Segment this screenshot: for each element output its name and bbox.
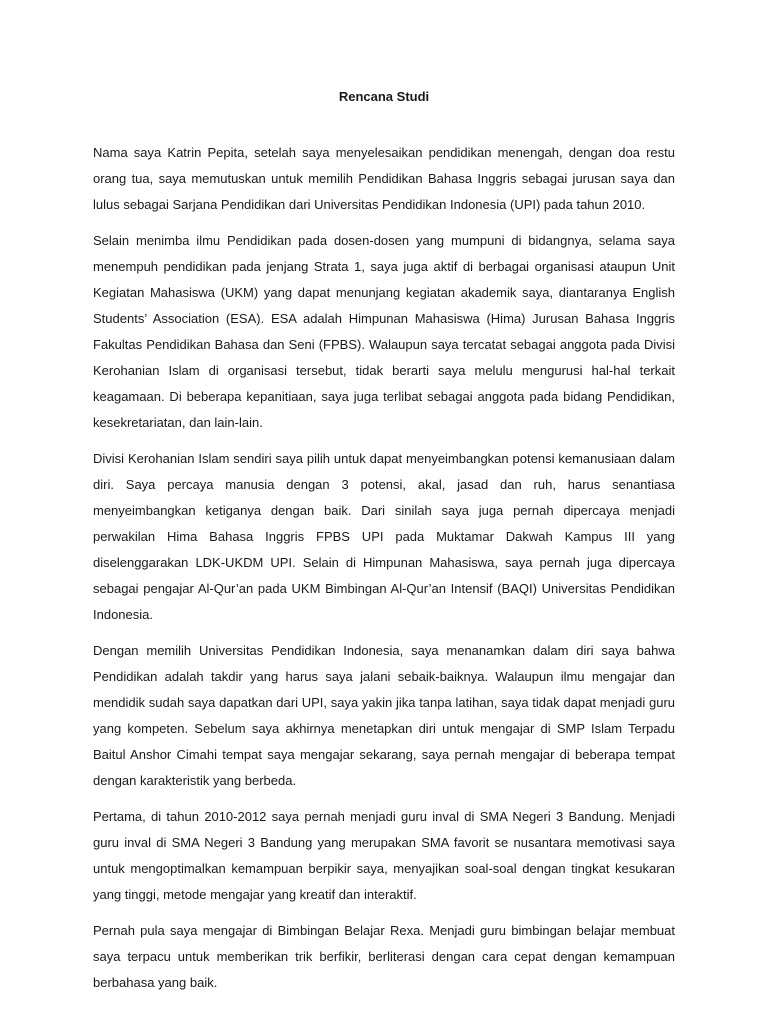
paragraph-1: Nama saya Katrin Pepita, setelah saya menyelesaikan pendidikan menengah, dengan doa restu orang tua, saya memutuskan untuk memilih Pendidikan Bahasa Inggris sebagai jurusan saya dan lulus sebagai Sarjana Pendidikan dari Universitas Pendidikan Indonesia (UPI) pada tahun 2010. (93, 145, 675, 212)
document-page (93, 88, 675, 1006)
paragraph-4: Dengan memilih Universitas Pendidikan Indonesia, saya menanamkan dalam diri saya bahwa Pendidikan adalah takdir yang harus saya jalani sebaik-baiknya. Walaupun ilmu mengajar dan mendidik sudah saya dapatkan dari UPI, saya yakin jika tanpa latihan, saya tidak dapat menjadi guru yang kompeten. Sebelum saya akhirnya menetapkan diri untuk mengajar di SMP Islam Terpadu Baitul Anshor Cimahi tempat saya mengajar sekarang, saya pernah mengajar di beberapa tempat dengan karakteristik yang berbeda. (93, 643, 675, 788)
paragraph-6: Pernah pula saya mengajar di Bimbingan Belajar Rexa. Menjadi guru bimbingan belajar membuat saya terpacu untuk memberikan trik berfikir, berliterasi dengan cara cepat dengan kemampuan berbahasa yang baik. (93, 923, 675, 990)
document-title: Rencana Studi (338, 89, 430, 104)
paragraph-5: Pertama, di tahun 2010-2012 saya pernah menjadi guru inval di SMA Negeri 3 Bandung. Menjadi guru inval di SMA Negeri 3 Bandung yang merupakan SMA favorit se nusantara memotivasi saya untuk mengoptimalkan kemampuan berpikir saya, menyajikan soal-soal dengan tingkat kesukaran yang tinggi, metode mengajar yang kreatif dan interaktif. (93, 809, 675, 902)
paragraph-2: Selain menimba ilmu Pendidikan pada dosen-dosen yang mumpuni di bidangnya, selama saya menempuh pendidikan pada jenjang Strata 1, saya juga aktif di berbagai organisasi ataupun Unit Kegiatan Mahasiswa (UKM) yang dapat menunjang kegiatan akademik saya, diantaranya English Students’ Association (ESA). ESA adalah Himpunan Mahasiswa (Hima) Jurusan Bahasa Inggris Fakultas Pendidikan Bahasa dan Seni (FPBS). Walaupun saya tercatat sebagai anggota pada Divisi Kerohanian Islam di organisasi tersebut, tidak berarti saya melulu mengurusi hal-hal terkait keagamaan. Di beberapa kepanitiaan, saya juga terlibat sebagai anggota pada bidang Pendidikan, kesekretariatan, dan lain-lain. (93, 233, 675, 430)
paragraph-3: Divisi Kerohanian Islam sendiri saya pilih untuk dapat menyeimbangkan potensi kemanusiaan dalam diri. Saya percaya manusia dengan 3 potensi, akal, jasad dan ruh, harus senantiasa menyeimbangkan ketiganya dengan baik. Dari sinilah saya juga pernah dipercaya menjadi perwakilan Hima Bahasa Inggris FPBS UPI pada Muktamar Dakwah Kampus III yang diselenggarakan LDK-UKDM UPI. Selain di Himpunan Mahasiswa, saya pernah juga dipercaya sebagai pengajar Al-Qur’an pada UKM Bimbingan Al-Qur’an Intensif (BAQI) Universitas Pendidikan Indonesia. (93, 451, 675, 622)
